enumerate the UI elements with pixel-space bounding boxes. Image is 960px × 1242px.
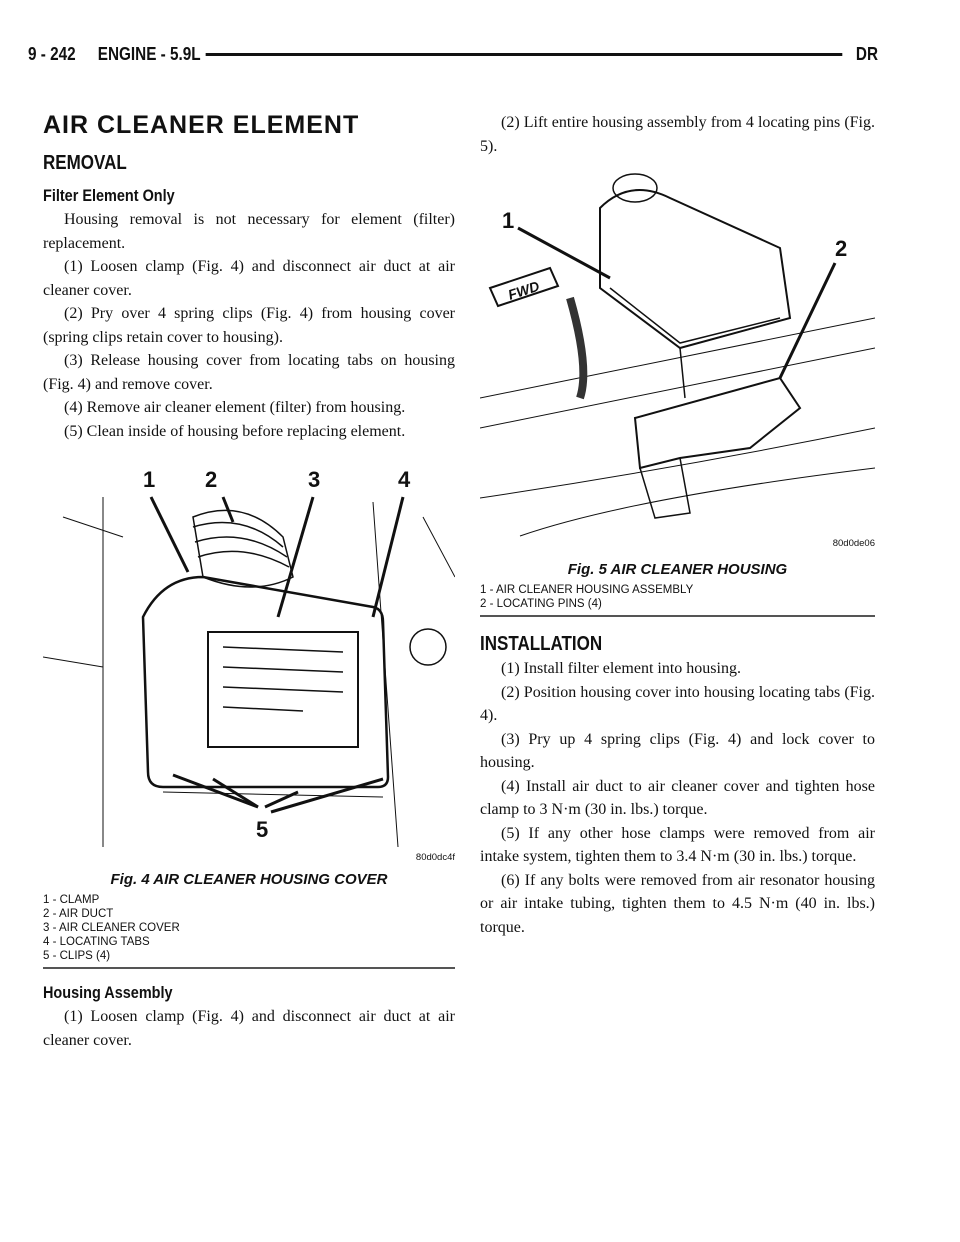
figure-legend <box>480 583 875 611</box>
paragraph: (3) Pry up 4 spring clips (Fig. 4) and lock cover to housing. <box>480 730 875 771</box>
figure-legend <box>43 893 455 963</box>
legend-item: 5 - CLIPS (4) <box>43 950 111 962</box>
legend-item: 2 - LOCATING PINS (4) <box>480 598 602 610</box>
installation-heading: INSTALLATION <box>480 633 603 655</box>
removal-heading: REMOVAL <box>43 152 127 174</box>
legend-item: 2 - AIR DUCT <box>43 908 114 920</box>
callout-1: 1 <box>143 467 156 492</box>
paragraph: (2) Pry over 4 spring clips (Fig. 4) from housing cover (spring clips retain cover to housing). <box>43 305 455 346</box>
page-title: AIR CLEANER ELEMENT <box>43 111 360 139</box>
air-cleaner-cover-illustration <box>43 457 455 852</box>
paragraph: (4) Install air duct to air cleaner cover and tighten hose clamp to 3 N·m (30 in. lbs.) torque. <box>480 777 875 818</box>
divider <box>480 615 875 617</box>
figure-caption: Fig. 4 AIR CLEANER HOUSING COVER <box>110 871 388 888</box>
paragraph: (2) Lift entire housing assembly from 4 locating pins (Fig. 5). <box>480 114 875 155</box>
fwd-label: FWD <box>505 277 542 303</box>
callout-5: 5 <box>256 817 269 842</box>
paragraph: (2) Position housing cover into housing locating tabs (Fig. 4). <box>480 683 875 724</box>
page-header <box>28 42 878 66</box>
paragraph: (3) Release housing cover from locating tabs on housing (Fig. 4) and remove cover. <box>43 352 455 393</box>
filter-element-heading: Filter Element Only <box>43 186 175 205</box>
paragraph: (4) Remove air cleaner element (filter) from housing. <box>64 399 406 416</box>
paragraph: (1) Loosen clamp (Fig. 4) and disconnect air duct at air cleaner cover. <box>43 258 455 299</box>
figure-4 <box>43 457 455 969</box>
callout-2: 2 <box>205 467 218 492</box>
callout-1: 1 <box>502 208 515 233</box>
figure-code: 80d0dc4f <box>415 852 455 863</box>
paragraph: (1) Install filter element into housing. <box>501 660 741 677</box>
page-number: 9 - 242 <box>28 43 76 64</box>
legend-item: 1 - CLAMP <box>43 894 100 906</box>
legend-item: 4 - LOCATING TABS <box>43 936 150 948</box>
air-cleaner-housing-illustration <box>480 168 875 538</box>
paragraph: Housing removal is not necessary for element (filter) replacement. <box>43 211 455 252</box>
paragraph: (5) Clean inside of housing before replacing element. <box>64 422 406 440</box>
figure-code: 80d0de06 <box>832 538 875 549</box>
header-rule <box>206 53 843 56</box>
paragraph: (6) If any bolts were removed from air resonator housing or air intake tubing, tighten them to 4.5 N·m (40 in. lbs.) torque. <box>480 871 875 936</box>
right-column <box>480 111 875 939</box>
section-title: ENGINE - 5.9L <box>97 43 201 64</box>
callout-3: 3 <box>308 467 321 492</box>
housing-assembly-heading: Housing Assembly <box>43 983 173 1002</box>
callout-4: 4 <box>398 467 411 492</box>
left-column <box>43 110 455 1052</box>
paragraph: (5) If any other hose clamps were removed from air intake system, tighten them to 3.4 N·m (30 in. lbs.) torque. <box>480 824 875 865</box>
divider <box>43 967 455 969</box>
callout-2: 2 <box>835 236 848 261</box>
figure-caption: Fig. 5 AIR CLEANER HOUSING <box>567 561 788 578</box>
model-code: DR <box>855 43 878 64</box>
legend-item: 3 - AIR CLEANER COVER <box>43 922 180 934</box>
figure-5 <box>480 168 875 617</box>
paragraph: (1) Loosen clamp (Fig. 4) and disconnect air duct at air cleaner cover. <box>43 1008 455 1049</box>
legend-item: 1 - AIR CLEANER HOUSING ASSEMBLY <box>480 584 694 596</box>
